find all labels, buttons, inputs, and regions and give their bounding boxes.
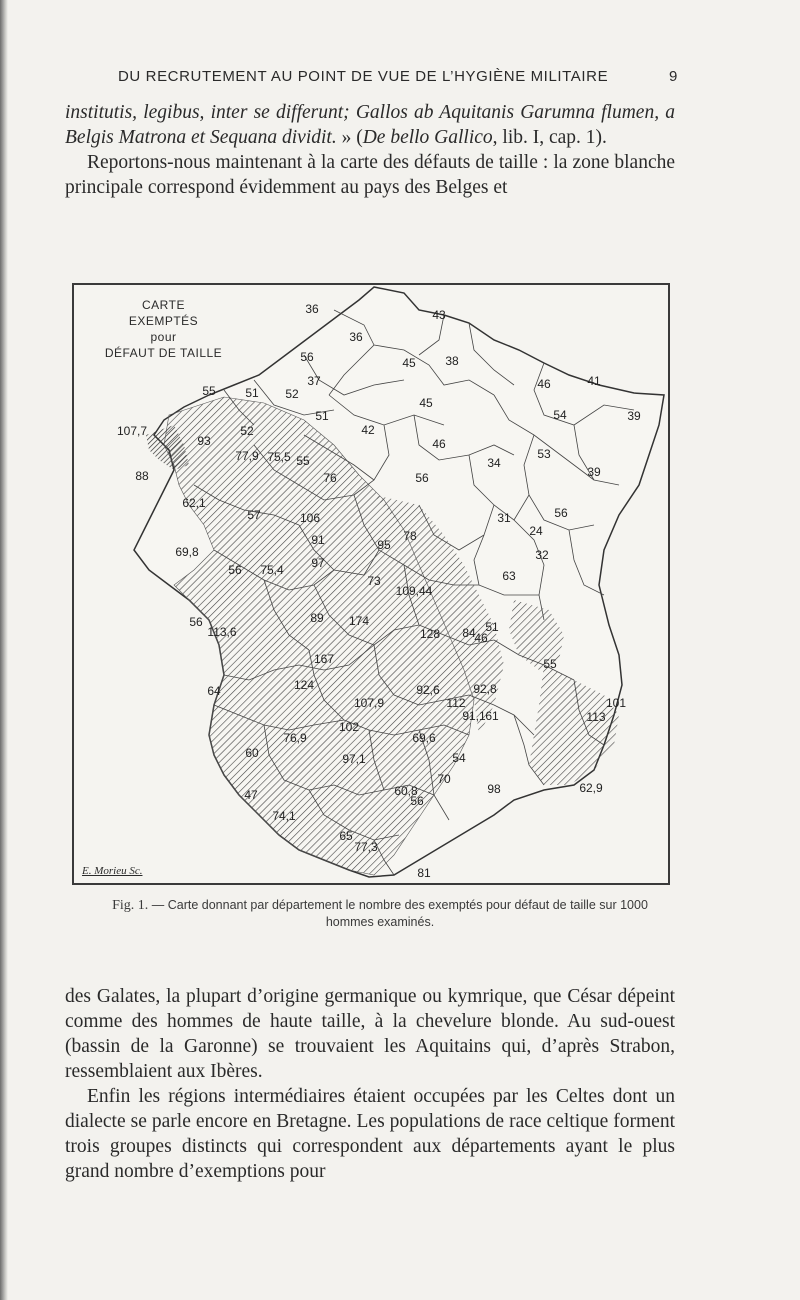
department-label: 55 xyxy=(296,454,310,468)
department-label: 36 xyxy=(305,302,319,316)
department-label: 46 xyxy=(474,631,488,645)
page-number: 9 xyxy=(669,68,678,85)
department-label: 56 xyxy=(300,350,314,364)
department-label: 43 xyxy=(432,308,446,322)
department-label: 60,8 xyxy=(394,784,418,798)
department-label: 113 xyxy=(586,710,606,724)
department-label: 47 xyxy=(244,788,258,802)
department-label: 77,3 xyxy=(354,840,378,854)
department-label: 78 xyxy=(403,529,417,543)
latin-quote: institutis, legibus, inter se differunt; Gallos ab Aquitanis Garumna flumen, a Belgis Matrona et Sequana dividit. xyxy=(65,102,675,148)
department-label: 52 xyxy=(240,424,254,438)
department-label: 73 xyxy=(367,574,381,588)
department-label: 124 xyxy=(293,678,315,692)
department-label: 56 xyxy=(554,506,568,520)
department-label: 75,5 xyxy=(267,450,291,464)
department-label: 56 xyxy=(228,563,242,577)
department-label: 70 xyxy=(437,772,451,786)
department-label: 31 xyxy=(497,511,511,525)
department-label: 42 xyxy=(361,423,375,437)
department-label: 65 xyxy=(339,829,353,843)
running-title: DU RECRUTEMENT AU POINT DE VUE DE L’HYGIÈNE MILITAIRE xyxy=(118,68,609,85)
paragraph-top xyxy=(65,100,675,200)
department-label: 45 xyxy=(419,396,433,410)
department-label: 51 xyxy=(315,409,329,423)
department-label: 60 xyxy=(245,746,259,760)
caption-text: — Carte donnant par département le nombre des exemptés pour défaut de taille sur 1000 hommes examinés. xyxy=(148,898,648,929)
legend-line-4: DÉFAUT DE TAILLE xyxy=(104,346,223,360)
department-label: 41 xyxy=(587,374,601,388)
department-label: 62,9 xyxy=(579,781,603,795)
paragraph-sentence: Reportons-nous maintenant à la carte des défauts de taille : la zone blanche principale correspond évidemment au pays des Belges et xyxy=(65,152,675,198)
department-label: 74,1 xyxy=(272,809,296,823)
department-label: 64 xyxy=(207,684,221,698)
department-label: 107,7 xyxy=(116,424,148,438)
figure-caption xyxy=(100,897,660,930)
department-label: 89 xyxy=(310,611,324,625)
close-quote: » ( xyxy=(336,127,363,148)
department-label: 32 xyxy=(535,548,549,562)
department-label: 81 xyxy=(417,866,431,880)
department-label: 88 xyxy=(135,469,149,483)
department-label: 54 xyxy=(553,408,567,422)
department-label: 55 xyxy=(543,657,557,671)
department-label: 52 xyxy=(285,387,299,401)
department-label: 34 xyxy=(487,456,501,470)
legend-line-2: EXEMPTÉS xyxy=(128,314,199,328)
department-label: 57 xyxy=(247,508,261,522)
engraver-signature: E. Morieu Sc. xyxy=(82,865,143,877)
department-label: 97 xyxy=(311,556,325,570)
book-reference: , lib. I, cap. 1). xyxy=(492,127,607,148)
department-label: 167 xyxy=(313,652,335,666)
caption-label: Fig. 1. xyxy=(112,898,149,913)
department-label: 84 xyxy=(462,626,476,640)
department-label: 63 xyxy=(502,569,516,583)
department-label: 54 xyxy=(452,751,466,765)
department-label: 91 xyxy=(311,533,325,547)
department-label: 38 xyxy=(445,354,459,368)
department-label: 101 xyxy=(605,696,627,710)
department-label: 77,9 xyxy=(235,449,259,463)
department-label: 46 xyxy=(537,377,551,391)
department-label: 76 xyxy=(323,471,337,485)
department-label: 106 xyxy=(299,511,321,525)
department-label: 91,1 xyxy=(462,709,486,723)
department-label: 61 xyxy=(485,709,499,723)
paragraph-bottom xyxy=(65,984,675,1184)
department-label: 56 xyxy=(415,471,429,485)
department-label: 56 xyxy=(410,794,424,808)
department-label: 75,4 xyxy=(260,563,284,577)
legend-line-1: CARTE xyxy=(142,298,185,312)
department-label: 24 xyxy=(529,524,543,538)
book-binding-edge xyxy=(0,0,8,1300)
department-label: 62,1 xyxy=(182,496,206,510)
department-label: 36 xyxy=(349,330,363,344)
department-label: 37 xyxy=(307,374,321,388)
department-label: 174 xyxy=(348,614,370,628)
department-label: 76,9 xyxy=(283,731,307,745)
department-label: 97,1 xyxy=(342,752,366,766)
department-label: 56 xyxy=(189,615,203,629)
department-label: 102 xyxy=(338,720,360,734)
legend-line-3: pour xyxy=(150,330,177,344)
department-label: 92,8 xyxy=(473,682,497,696)
paragraph-celtes: Enfin les régions intermédiaires étaient occupées par les Celtes dont un dialecte se parle encore en Bretagne. Les populations de race celtique forment trois groupes distincts qui correspondent aux départements ayant le plus grand nombre d’exemptions pour xyxy=(65,1086,675,1182)
book-title: De bello Gallico xyxy=(362,127,493,148)
department-label: 95 xyxy=(377,538,391,552)
department-label: 69,6 xyxy=(412,731,436,745)
department-label: 92,6 xyxy=(416,683,440,697)
department-label: 39 xyxy=(587,465,601,479)
france-map xyxy=(74,285,670,885)
department-label: 69,8 xyxy=(175,545,199,559)
department-label: 112 xyxy=(446,696,466,710)
department-label: 113,6 xyxy=(207,625,237,639)
department-label: 98 xyxy=(487,782,501,796)
department-label: 128 xyxy=(419,627,441,641)
department-label: 45 xyxy=(402,356,416,370)
department-label: 93 xyxy=(197,434,211,448)
department-label: 51 xyxy=(485,620,499,634)
department-label: 39 xyxy=(627,409,641,423)
map-figure xyxy=(72,283,670,885)
department-label: 51 xyxy=(245,386,259,400)
department-label: 109,44 xyxy=(395,584,433,598)
map-legend xyxy=(86,297,241,361)
department-label: 55 xyxy=(202,384,216,398)
department-label: 53 xyxy=(537,447,551,461)
department-label: 46 xyxy=(432,437,446,451)
department-label: 107,9 xyxy=(353,696,385,710)
paragraph-galates: des Galates, la plupart d’origine germanique ou kymrique, que César dépeint comme des hommes de haute taille, à la chevelure blonde. Au sud-ouest (bassin de la Garonne) se trouvaient les Aquitains qui, d’après Strabon, ressemblaient aux Ibères. xyxy=(65,986,675,1082)
